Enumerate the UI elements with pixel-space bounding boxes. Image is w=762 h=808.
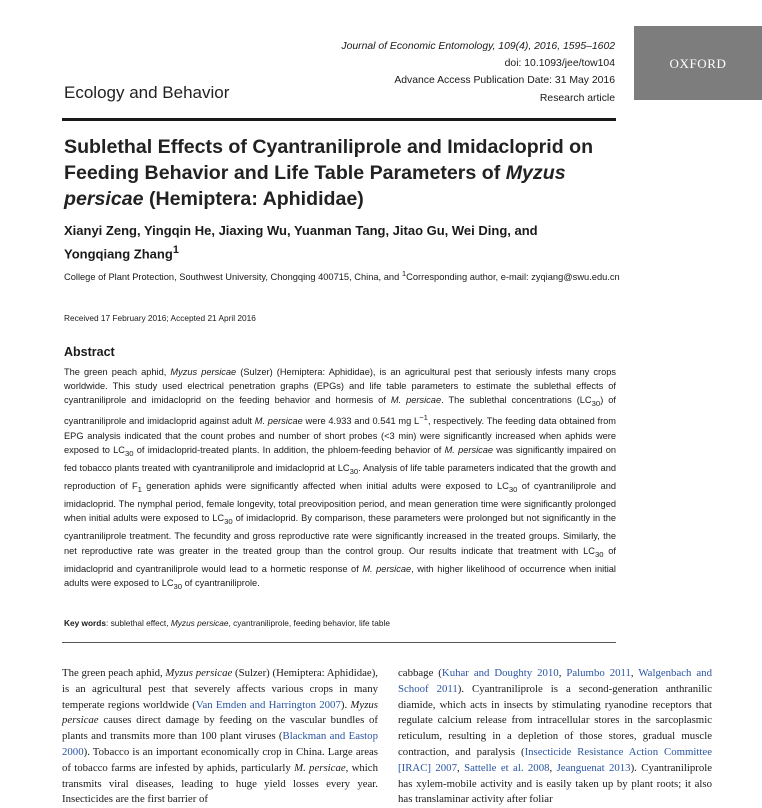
abstract-subscript: 30 xyxy=(508,484,518,494)
body-text: , xyxy=(456,761,465,774)
keywords xyxy=(64,618,390,628)
abstract-species: Myzus persicae xyxy=(170,367,237,377)
keywords-text: , cyantraniliprole, feeding behavior, life table xyxy=(228,618,390,628)
abstract-subscript: 30 xyxy=(591,399,601,409)
body-text: , xyxy=(558,667,567,679)
body-text: , which transmits viral diseases, leading to huge yield losses every year. Insecticides are the first barrier of xyxy=(62,761,378,806)
abstract-text: (Sulzer) (Hemiptera: Aphididae), is an agricultural pest that seriously infests many crops worldwide. This study used electrical penetration graphs (EPGs) and life table parameters to estimate the sublethal effects of cyantraniliprole and imidacloprid on the feeding behavior and hormesis of xyxy=(64,367,616,406)
author-list xyxy=(64,222,584,263)
keywords-species: Myzus persicae xyxy=(170,618,229,628)
body-text: The green peach aphid, xyxy=(62,667,166,679)
abstract-text: . The sublethal concentrations (LC xyxy=(441,395,592,406)
citation-link[interactable]: Sattelle et al. 2008 xyxy=(464,761,550,774)
abstract-species: M. persicae xyxy=(390,395,442,406)
affiliation xyxy=(64,266,620,285)
body-text: ). Cyantraniliprole has xylem-mobile activity and is easily taken up by plant roots; it also has translaminar activity after foliar xyxy=(398,761,713,806)
body-column-right xyxy=(398,666,712,808)
citation-link[interactable]: Van Emden and Harrington 2007 xyxy=(195,698,341,711)
affiliation-mark: 1 xyxy=(401,269,407,278)
body-text: causes direct damage by feeding on the vascular bundles of plants and transmits more than 100 plant viruses ( xyxy=(62,714,378,743)
body-text: ). Tobacco is an important economically crop in China. Large areas of tobacco farms are infested by aphids, particularly xyxy=(62,745,378,774)
journal-meta xyxy=(300,38,615,107)
corresponding-email: Corresponding author, e-mail: zyqiang@swu.edu.cn xyxy=(406,272,620,283)
title-part1: Sublethal Effects of Cyantraniliprole and Imidacloprid on Feeding Behavior and Life Table Parameters of xyxy=(64,136,594,184)
abstract-text: The green peach aphid, xyxy=(64,367,171,377)
abstract-subscript: 30 xyxy=(173,581,183,591)
abstract-text: was significantly impaired on fed tobacco plants treated with cyantraniliprole and imidacloprid at LC xyxy=(64,444,617,473)
abstract-subscript: 1 xyxy=(137,484,142,494)
body-species: Myzus persicae xyxy=(62,698,378,727)
abstract-heading: Abstract xyxy=(64,345,115,359)
abstract-text: . Analysis of life table parameters indicated that the growth and reproduction of F xyxy=(64,462,616,492)
body-text: , xyxy=(549,761,557,774)
header-rule xyxy=(62,118,616,121)
keywords-text: : sublethal effect, xyxy=(105,618,171,628)
body-text: (Sulzer) (Hemiptera: Aphididae), is an agricultural pest that severely affects various crops in many temperate regions worldwide ( xyxy=(62,667,379,711)
abstract-text: ) of cyantraniliprole and imidacloprid against adult xyxy=(64,395,617,427)
citation-link[interactable]: Blackman and Eastop 2000 xyxy=(62,730,378,758)
received-dates: Received 17 February 2016; Accepted 21 April 2016 xyxy=(64,313,256,323)
article-type: Research article xyxy=(539,92,615,104)
abstract-body xyxy=(64,365,616,594)
access-date: Advance Access Publication Date: 31 May 2016 xyxy=(394,75,615,87)
body-text: cabbage ( xyxy=(398,667,442,679)
abstract-text: of imidacloprid-treated plants. In addition, the phloem-feeding behavior of xyxy=(133,444,445,455)
abstract-subscript: 30 xyxy=(594,549,604,559)
title-part2: (Hemiptera: Aphididae) xyxy=(143,188,364,210)
body-species: M. persicae xyxy=(294,761,346,774)
journal-citation: Journal of Economic Entomology, 109(4), 2016, 1595–1602 xyxy=(341,41,615,52)
abstract-text: , respectively. The feeding data obtained from EPG analysis indicated that the count probes and number of short probes (<3 min) were significantly increased when aphids were exposed to LC xyxy=(64,416,616,455)
abstract-subscript: 30 xyxy=(349,466,359,476)
abstract-superscript: −1 xyxy=(419,413,428,423)
section-label: Ecology and Behavior xyxy=(64,83,230,102)
oxford-logo: OXFORD xyxy=(634,26,762,100)
citation-link[interactable]: Insecticide Resistance Action Committee [IRAC] 2007 xyxy=(398,745,712,774)
author-mark: 1 xyxy=(172,243,179,256)
citation-link[interactable]: Palumbo 2011 xyxy=(566,667,631,679)
affiliation-text: College of Plant Protection, Southwest University, Chongqing 400715, China, and xyxy=(64,272,402,283)
abstract-text: of cyantraniliprole and imidacloprid. The nymphal period, female longevity, total preoviposition period, and mean generation time were significantly prolonged when initial adults were exposed to LC xyxy=(64,481,616,524)
body-column-left xyxy=(62,666,378,808)
abstract-text: were 4.933 and 0.541 mg L xyxy=(302,416,420,427)
author-names: Xianyi Zeng, Yingqin He, Jiaxing Wu, Yuanman Tang, Jitao Gu, Wei Ding, and Yongqiang Zhang xyxy=(64,223,538,261)
title-species: Myzus persicae xyxy=(64,162,566,210)
section-divider xyxy=(62,642,616,643)
abstract-species: M. persicae xyxy=(444,444,494,455)
abstract-species: M. persicae xyxy=(254,416,303,427)
body-text: ). xyxy=(340,698,351,711)
abstract-text: , with higher likelihood of occurrence when initial adults were exposed to LC xyxy=(64,563,616,588)
abstract-text: of cyantraniliprole. xyxy=(182,577,260,588)
abstract-text: of imidacloprid. By comparison, these parameters were prolonged but not significantly in the cyantraniliprole treatment. The fecundity and gross reproductive rate were significantly increased in the treated groups. Similarly, the net reproductive rate was greater in the treated group than the control group. Our results indicate that treatment with LC xyxy=(64,513,617,556)
abstract-subscript: 30 xyxy=(124,448,134,458)
abstract-species: M. persicae xyxy=(362,563,412,574)
body-text: ). Cyantraniliprole is a second-generation anthranilic diamide, which acts in insects by stimulating ryanodine receptors that regulate calcium release from intracellular stores in the sarcoplasmic reticulum, resulting in a depletion of those stores, gradual muscle contraction, and paralysis ( xyxy=(398,682,712,758)
citation-link[interactable]: Kuhar and Doughty 2010 xyxy=(441,667,559,679)
citation-link[interactable]: Jeanguenat 2013 xyxy=(556,761,631,774)
body-species: Myzus persicae xyxy=(165,667,233,679)
abstract-text: generation aphids were significantly affected when initial adults were exposed to LC xyxy=(141,481,509,492)
abstract-text: of imidacloprid and cyantraniliprole would lead to a hormetic response of xyxy=(64,545,616,574)
abstract-subscript: 30 xyxy=(224,517,233,527)
citation-link[interactable]: Walgenbach and Schoof 2011 xyxy=(398,667,712,695)
keywords-label: Key words xyxy=(64,618,106,628)
doi[interactable]: doi: 10.1093/jee/tow104 xyxy=(504,58,615,70)
article-title xyxy=(64,134,624,212)
body-text: , xyxy=(630,667,639,679)
